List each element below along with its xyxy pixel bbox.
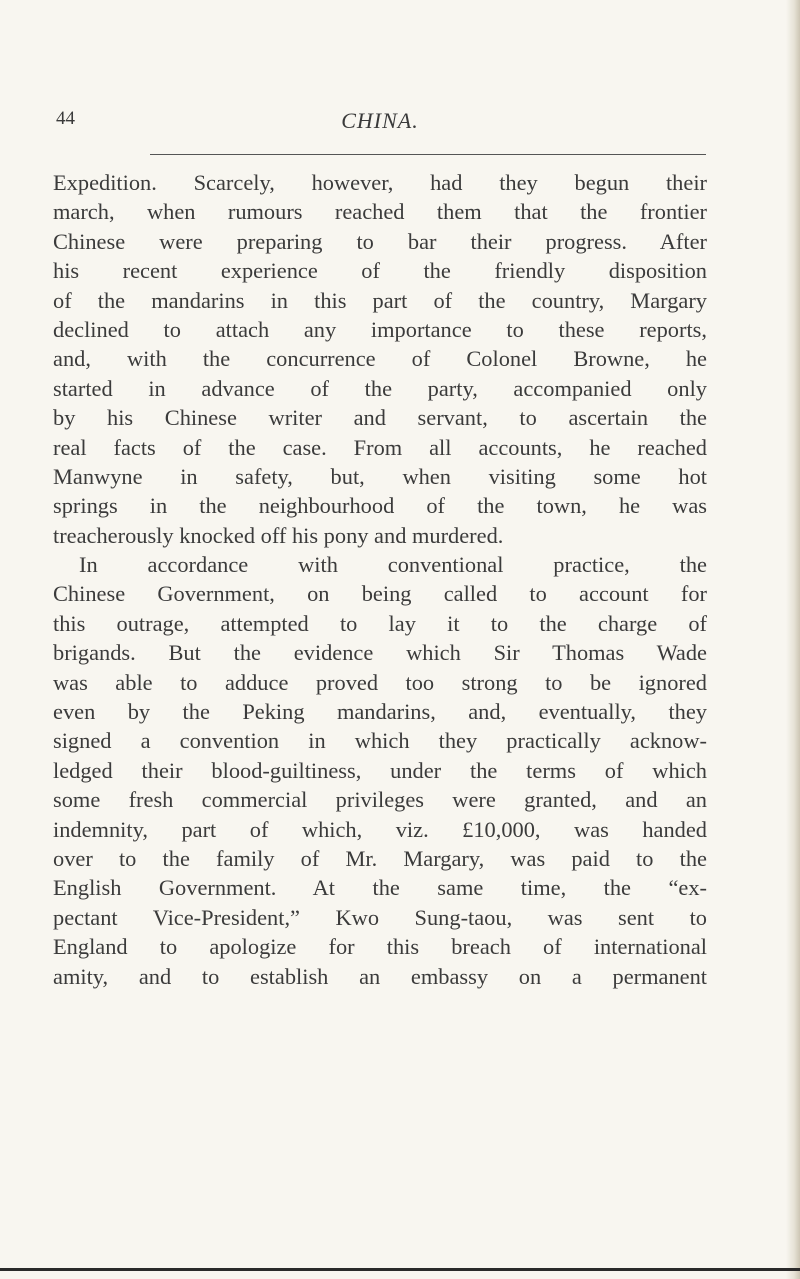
- text-line: Chinese were preparing to bar their progress. After: [53, 228, 707, 254]
- page-header: [53, 108, 707, 138]
- text-line: indemnity, part of which, viz. £10,000, was handed: [53, 816, 707, 842]
- text-line: his recent experience of the friendly disposition: [53, 258, 707, 284]
- text-line: and, with the concurrence of Colonel Browne, he: [53, 346, 707, 372]
- page-edge-shadow: [786, 0, 800, 1279]
- text-line: by his Chinese writer and servant, to ascertain the: [53, 405, 707, 431]
- text-line: real facts of the case. From all accounts, he reached: [53, 434, 707, 460]
- text-line: English Government. At the same time, the “ex-: [53, 875, 707, 901]
- text-line: this outrage, attempted to lay it to the charge of: [53, 610, 707, 636]
- text-line: started in advance of the party, accompanied only: [53, 375, 707, 401]
- text-line: ledged their blood-guiltiness, under the terms of which: [53, 757, 707, 783]
- text-line: pectant Vice-President,” Kwo Sung-taou, was sent to: [53, 904, 707, 930]
- text-line: Chinese Government, on being called to account for: [53, 581, 707, 607]
- page-number: 44: [56, 108, 75, 129]
- text-line: Expedition. Scarcely, however, had they begun their: [53, 170, 707, 195]
- text-line: even by the Peking mandarins, and, eventually, they: [53, 699, 707, 725]
- text-line: amity, and to establish an embassy on a permanent: [53, 963, 707, 989]
- text-line: of the mandarins in this part of the country, Margary: [53, 287, 707, 313]
- body-text: [53, 168, 707, 991]
- text-line: England to apologize for this breach of international: [53, 934, 707, 960]
- paragraph-start-line: In accordance with conventional practice, the: [79, 552, 707, 578]
- text-line: springs in the neighbourhood of the town, he was: [53, 493, 707, 519]
- header-rule: [150, 154, 706, 155]
- text-line: over to the family of Mr. Margary, was paid to the: [53, 845, 707, 871]
- text-line: some fresh commercial privileges were granted, and an: [53, 787, 707, 813]
- text-line: treacherously knocked off his pony and murdered.: [53, 522, 504, 548]
- text-line: Manwyne in safety, but, when visiting some hot: [53, 463, 707, 489]
- bottom-border: [0, 1268, 800, 1271]
- text-line: declined to attach any importance to these reports,: [53, 316, 707, 342]
- text-line: was able to adduce proved too strong to be ignored: [53, 669, 707, 695]
- text-line: march, when rumours reached them that the frontier: [53, 199, 707, 225]
- text-line: brigands. But the evidence which Sir Thomas Wade: [53, 640, 707, 666]
- running-head: CHINA.: [341, 108, 419, 133]
- text-line: signed a convention in which they practically acknow-: [53, 728, 707, 754]
